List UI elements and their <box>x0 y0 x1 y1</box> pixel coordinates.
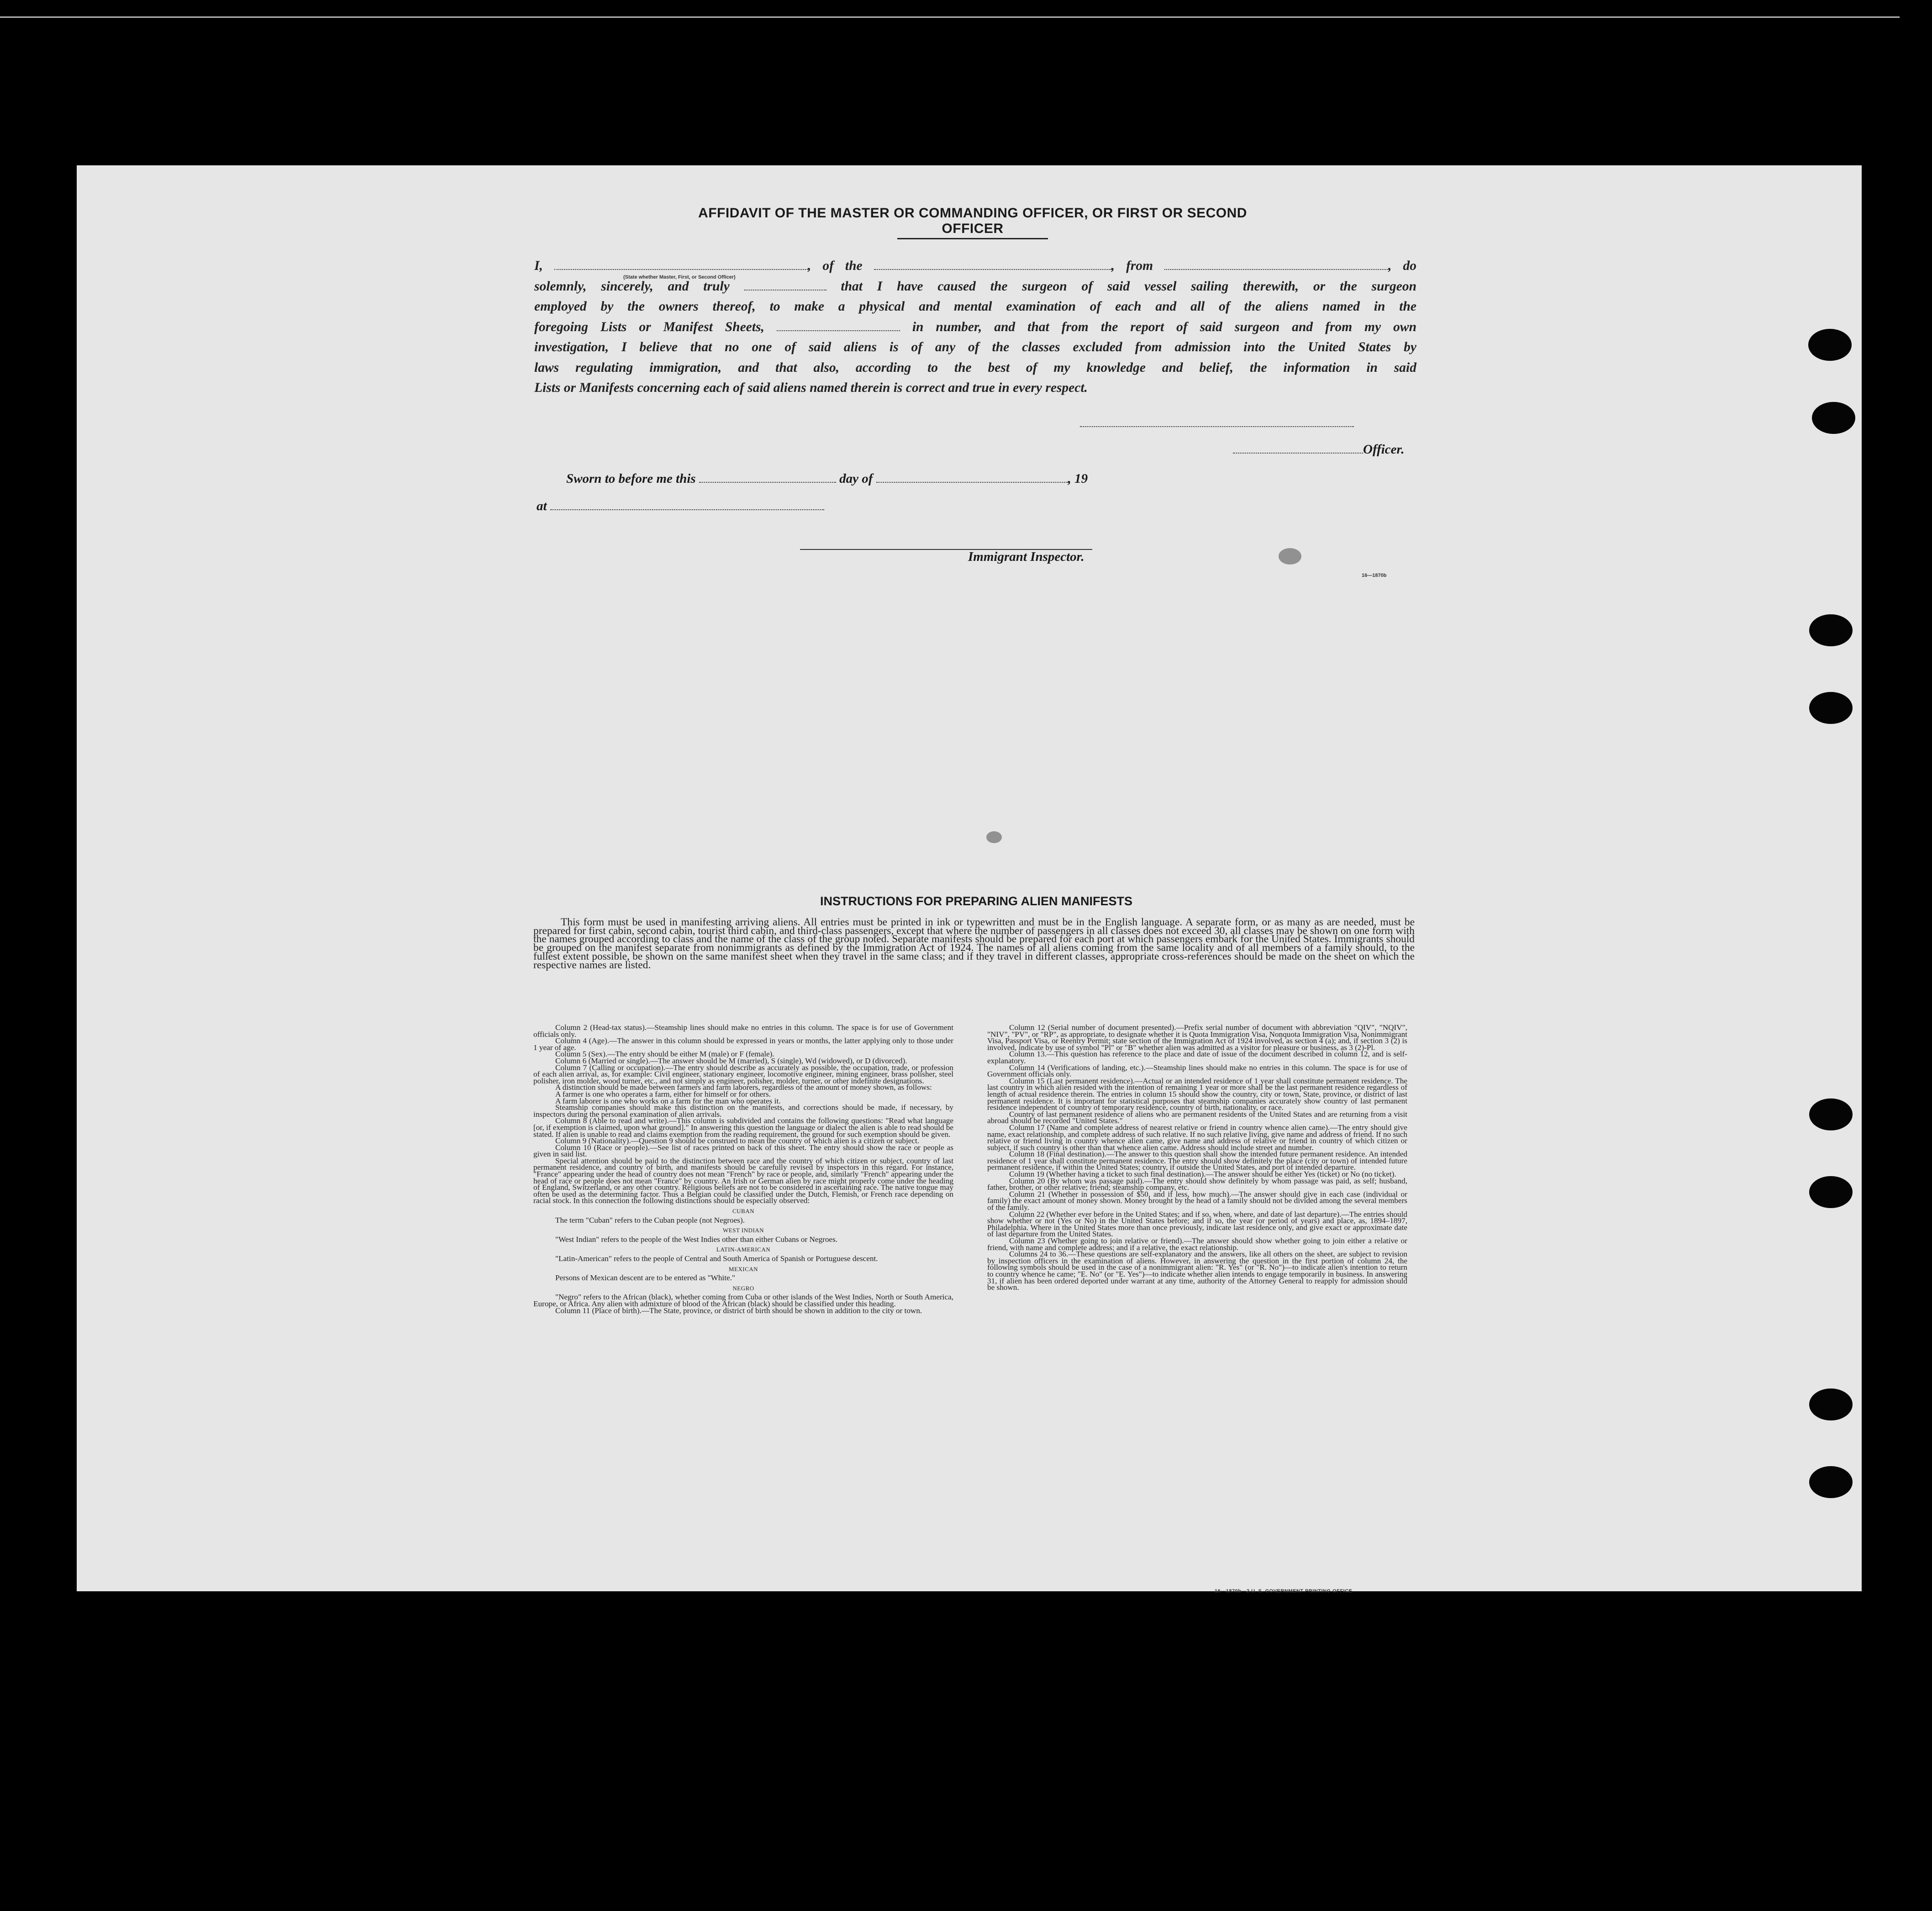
instruction-paragraph: Column 13.—This question has reference to the place and date of issue of the document described in column 12, and is self-explanatory. <box>987 1050 1407 1065</box>
instruction-paragraph: Column 12 (Serial number of document presented).—Prefix serial number of document with abbreviation "QIV", "NQIV", "NIV", "PV", or "RP", as appropriate, to designate whether it is Quota Immigration Visa, Nonquota Immigration Visa, Nonimmigrant Visa, Passport Visa, or Reentry Permit; state section of the Immigration Act of 1924 involved, as section 4 (a); and, if section 3 (2) is involved, indicate by use of symbol "Pl" or "B" whether alien was admitted as a visitor for pleasure or business, as 3 (2)-Pl. <box>987 1023 1407 1052</box>
affidavit-line-5: investigation, I believe that no one of said aliens is of any of the classes excluded from admission into the United States by <box>534 340 1416 354</box>
officer-rank-field[interactable] <box>554 268 808 270</box>
instruction-paragraph: A distinction should be made between farmers and farm laborers, regardless of the amount of money shown, as follows: <box>555 1083 932 1092</box>
instruction-paragraph: Column 17 (Name and complete address of nearest relative or friend in country whence alien came).—The entry should give name, exact relationship, and complete address of such relative. If no such relative living, give name and address of friend. If no such relative or friend living in country whence alien came, give name and address of relative or friend in country of which citizen or subject, if such country is other than that whence alien came. Address should include street and number. <box>987 1123 1407 1152</box>
instruction-paragraph: Special attention should be paid to the distinction between race and the country of which citizen or subject, country of last permanent residence, and country of birth, and manifests should be carefully revised by inspectors in this regard. For instance, "France" appearing under the head of country does not mean "French" by race or people, and, similarly "French" appearing under the head of race or people does not mean "France" by country. An Irish or German alien by race might properly come under the heading of England, Switzerland, or any other country. Religious beliefs are not to be considered in ascertaining race. The native tongue may often be used as the determining factor. Thus a Belgian could be classified under the Dutch, Flemish, or French race depending on racial stock. In this connection the following distinctions should be especially observed: <box>533 1156 953 1205</box>
affidavit-line-7: Lists or Manifests concerning each of said aliens named therein is correct and true in every respect. <box>534 380 1088 395</box>
surgeon-field[interactable] <box>744 289 826 290</box>
affidavit-line-1 <box>534 256 1416 276</box>
punch-hole <box>1809 614 1853 646</box>
instruction-paragraph: Column 23 (Whether going to join relative or friend).—The answer should show whether going to join either a relative or friend, with name and complete address; and if a relative, the exact relationship. <box>987 1236 1407 1252</box>
punch-hole <box>1812 402 1855 434</box>
instructions-left-column <box>533 1024 953 1314</box>
instruction-paragraph: Column 6 (Married or single).—The answer should be M (married), S (single), Wd (widowed), or D (divorced). <box>555 1056 907 1065</box>
officer-label-row <box>1233 442 1404 457</box>
affidavit-line-3: employed by the owners thereof, to make a physical and mental examination of each and all of the aliens named in the <box>534 299 1416 314</box>
officer-label: Officer. <box>1363 442 1405 457</box>
punch-hole <box>1809 1098 1853 1130</box>
text-day-of: day of <box>839 471 873 486</box>
text-do: , do <box>1388 259 1417 273</box>
race-heading-west-indian: WEST INDIAN <box>722 1227 764 1234</box>
instruction-paragraph: A farm laborer is one who works on a farm for the man who operates it. <box>555 1096 781 1105</box>
instruction-paragraph: Column 7 (Calling or occupation).—The entry should describe as accurately as possible, the occupation, trade, or profession of each alien arrival, as, for example: Civil engineer, stationary engineer, locomotive engineer, mining engineer, brass polisher, steel polisher, iron molder, wood turner, etc., and not simply as engineer, polisher, molder, turner, or other indefinite designations. <box>533 1063 953 1085</box>
punch-hole <box>1809 692 1853 724</box>
text-in-number: in number, and that from the report of said surgeon and from my own <box>912 319 1417 334</box>
race-definition-latin-american: "Latin-American" refers to the people of Central and South America of Spanish or Portuguese descent. <box>555 1254 878 1263</box>
instructions-right-column <box>987 1024 1407 1291</box>
race-heading-latin-american: LATIN-AMERICAN <box>716 1246 771 1253</box>
instruction-paragraph: Column 8 (Able to read and write).—This column is subdivided and contains the following questions: "Read what language [or, if exemption is claimed, upon what ground]." In answering this question the language or dialect the alien is able to read should be stated. If alien is unable to read and claims exemption from the reading requirement, the ground for such exemption should be given. <box>533 1116 953 1139</box>
instruction-paragraph: Column 18 (Final destination).—The answer to this question shall show the intended future permanent residence. An intended residence of 1 year shall constitute permanent residence. The entry should show definitely the place (city or town) of intended future permanent residence, if within the United States; country, if outside the United States, and port of intended departure. <box>987 1150 1407 1172</box>
instruction-paragraph: Column 22 (Whether ever before in the United States; and if so, when, where, and date of last departure).—The entries should show whether or not (Yes or No) in the United States before; and if so, the year (or period of years) and place, as, 1894–1897, Philadelphia. Where in the United States more than once previously, indicate last residence only, and give exact or approximate date of last departure from the United States. <box>987 1209 1407 1239</box>
place-row <box>537 499 824 514</box>
sworn-row <box>566 471 1088 486</box>
instruction-paragraph: Column 4 (Age).—The answer in this column should be expressed in years or months, the latter applying only to those under 1 year of age. <box>533 1036 953 1052</box>
sworn-month-field[interactable] <box>876 481 1068 483</box>
alien-count-field[interactable] <box>777 329 900 331</box>
punch-hole <box>1809 1466 1853 1498</box>
punch-hole <box>1808 329 1852 361</box>
text-foregoing: foregoing Lists or Manifest Sheets, <box>534 319 764 334</box>
instruction-paragraph: Column 19 (Whether having a ticket to such final destination).—The answer should be either Yes (ticket) or No (no ticket). <box>1009 1170 1396 1179</box>
form-number: 16—1870b <box>1362 573 1387 578</box>
instruction-paragraph: Column 5 (Sex).—The entry should be either M (male) or F (female). <box>555 1050 774 1059</box>
text-surgeon-clause: that I have caused the surgeon of said vessel sailing therewith, or the surgeon <box>841 279 1417 294</box>
port-from-field[interactable] <box>1164 268 1388 270</box>
instruction-paragraph: Steamship companies should make this distinction on the manifests, and corrections should be made, if necessary, by inspectors during the personal examination of alien arrivals. <box>533 1103 953 1119</box>
text-sworn: Sworn to before me this <box>566 471 696 486</box>
punch-hole <box>1809 1176 1853 1208</box>
inspector-label: Immigrant Inspector. <box>968 549 1084 564</box>
race-heading-mexican: MEXICAN <box>728 1265 758 1272</box>
punch-hole <box>1809 1388 1853 1420</box>
ink-smudge <box>986 831 1002 843</box>
race-heading-cuban: CUBAN <box>732 1208 754 1215</box>
race-definition-west-indian: "West Indian" refers to the people of the West Indies other than either Cubans or Negroes. <box>555 1235 838 1244</box>
instruction-paragraph: Column 9 (Nationality).—Question 9 should be construed to mean the country of which alien is a citizen or subject. <box>555 1136 920 1146</box>
place-field[interactable] <box>550 508 824 510</box>
affidavit-line-6: laws regulating immigration, and that also, according to the best of my knowledge and belief, the information in said <box>534 360 1416 375</box>
text-year: , 19 <box>1068 471 1088 486</box>
printing-office-imprint: 16—1870b—2 U. S. GOVERNMENT PRINTING OFFICE <box>1215 1589 1353 1594</box>
instruction-paragraph: Column 14 (Verifications of landing, etc.).—Steamship lines should make no entries in this column. The space is for use of Government officials only. <box>987 1063 1407 1079</box>
text-of-the: , of the <box>807 259 863 273</box>
instruction-paragraph: Columns 24 to 36.—These questions are self-explanatory and the answers, like all others on the sheet, are subject to revision by inspection officers in the examination of aliens. However, in answering the question in the first portion of column 24, the following symbols should be used in the case of a nonimmigrant alien: "R. Yes" (or "R. No")—to indicate alien's intention to return to country whence he came; "E. No" (or "E. Yes")—to indicate whether alien intends to engage temporarily in business. In answering 31, if alien has been ordered deported under warrant at any time, authority of the Attorney General to reapply for admission should be shown. <box>987 1250 1407 1292</box>
officer-title-field[interactable] <box>1233 452 1363 454</box>
ink-smudge <box>1279 548 1301 565</box>
race-definition-negro: "Negro" refers to the African (black), whether coming from Cuba or other islands of the West Indies, North or South America, Europe, or Africa. Any alien with admixture of blood of the African (black) should be classified under this heading. <box>533 1293 953 1308</box>
top-scan-line <box>0 16 1900 18</box>
affidavit-line-4 <box>534 317 1416 338</box>
instruction-paragraph: Column 10 (Race or people).—See list of races printed on back of this sheet. The entry should show the race or people as given in said list. <box>533 1143 953 1159</box>
text-i: I, <box>534 259 543 273</box>
officer-signature-line[interactable] <box>1080 426 1354 427</box>
instruction-paragraph: Column 15 (Last permanent residence).—Actual or an intended residence of 1 year shall constitute permanent residence. The last country in which alien resided with the intention of remaining 1 year or more shall be the last permanent residence regardless of length of actual residence therein. The entries in column 15 should show the country, city or town, State, province, or district of last permanent residence. It is important for statistical purposes that steamship companies accurately show country of last permanent residence independent of country of temporary residence, country of birth, nationality, or race. <box>987 1076 1407 1112</box>
text-from: , from <box>1111 259 1153 273</box>
title-underline <box>897 238 1048 239</box>
instructions-intro: This form must be used in manifesting arriving aliens. All entries must be printed in ink or typewritten and must be in the English language. A separate form, or as many as are needed, must be prepared for first cabin, second cabin, tourist third cabin, and third-class passengers, except that where the number of passengers in all classes does not exceed 30, all classes may be shown on one form with the names grouped according to class and the name of the class of the group noted. Separate manifests should be prepared for each port at which passengers embark for the United States. Immigrants should be grouped on the manifest separate from nonimmigrants as defined by the Immigration Act of 1924. The names of all aliens coming from the same locality and of all members of a family should, to the fullest extent possible, be shown on the same manifest sheet when they travel in the same class; and if they travel in different classes, appropriate cross-references should be made on the sheet on which the respective names are listed. <box>533 916 1415 971</box>
instruction-paragraph: A farmer is one who operates a farm, either for himself or for others. <box>555 1089 771 1098</box>
instruction-paragraph: Column 2 (Head-tax status).—Steamship lines should make no entries in this column. The space is for use of Government officials only. <box>533 1023 953 1039</box>
vessel-name-field[interactable] <box>874 268 1111 270</box>
race-heading-negro: NEGRO <box>732 1284 754 1292</box>
instruction-paragraph: Column 20 (By whom was passage paid).—The entry should show definitely by whom passage was paid, as self; husband, father, brother, or other relative; friend; steamship company, etc. <box>987 1176 1407 1192</box>
affidavit-title: AFFIDAVIT OF THE MASTER OR COMMANDING OFFICER, OR FIRST OR SECOND OFFICER <box>698 206 1247 236</box>
instruction-paragraph: Country of last permanent residence of aliens who are permanent residents of the United States and are returning from a visit abroad should be recorded "United States." <box>987 1109 1407 1125</box>
rank-note: (State whether Master, First, or Second Officer) <box>623 275 736 280</box>
instructions-title: INSTRUCTIONS FOR PREPARING ALIEN MANIFESTS <box>820 894 1133 908</box>
race-definition-cuban: The term "Cuban" refers to the Cuban people (not Negroes). <box>555 1215 745 1225</box>
sworn-day-field[interactable] <box>699 481 836 483</box>
text-solemnly: solemnly, sincerely, and truly <box>534 279 730 294</box>
instruction-paragraph: Column 21 (Whether in possession of $50, and if less, how much).—The answer should give in each case (individual or family) the exact amount of money shown. Money brought by the head of a family should not be divided among the several members of the family. <box>987 1189 1407 1212</box>
instruction-paragraph: Column 11 (Place of birth).—The State, province, or district of birth should be shown in addition to the city or town. <box>555 1306 922 1315</box>
text-at: at <box>537 499 547 513</box>
race-definition-mexican: Persons of Mexican descent are to be entered as "White." <box>555 1273 735 1283</box>
